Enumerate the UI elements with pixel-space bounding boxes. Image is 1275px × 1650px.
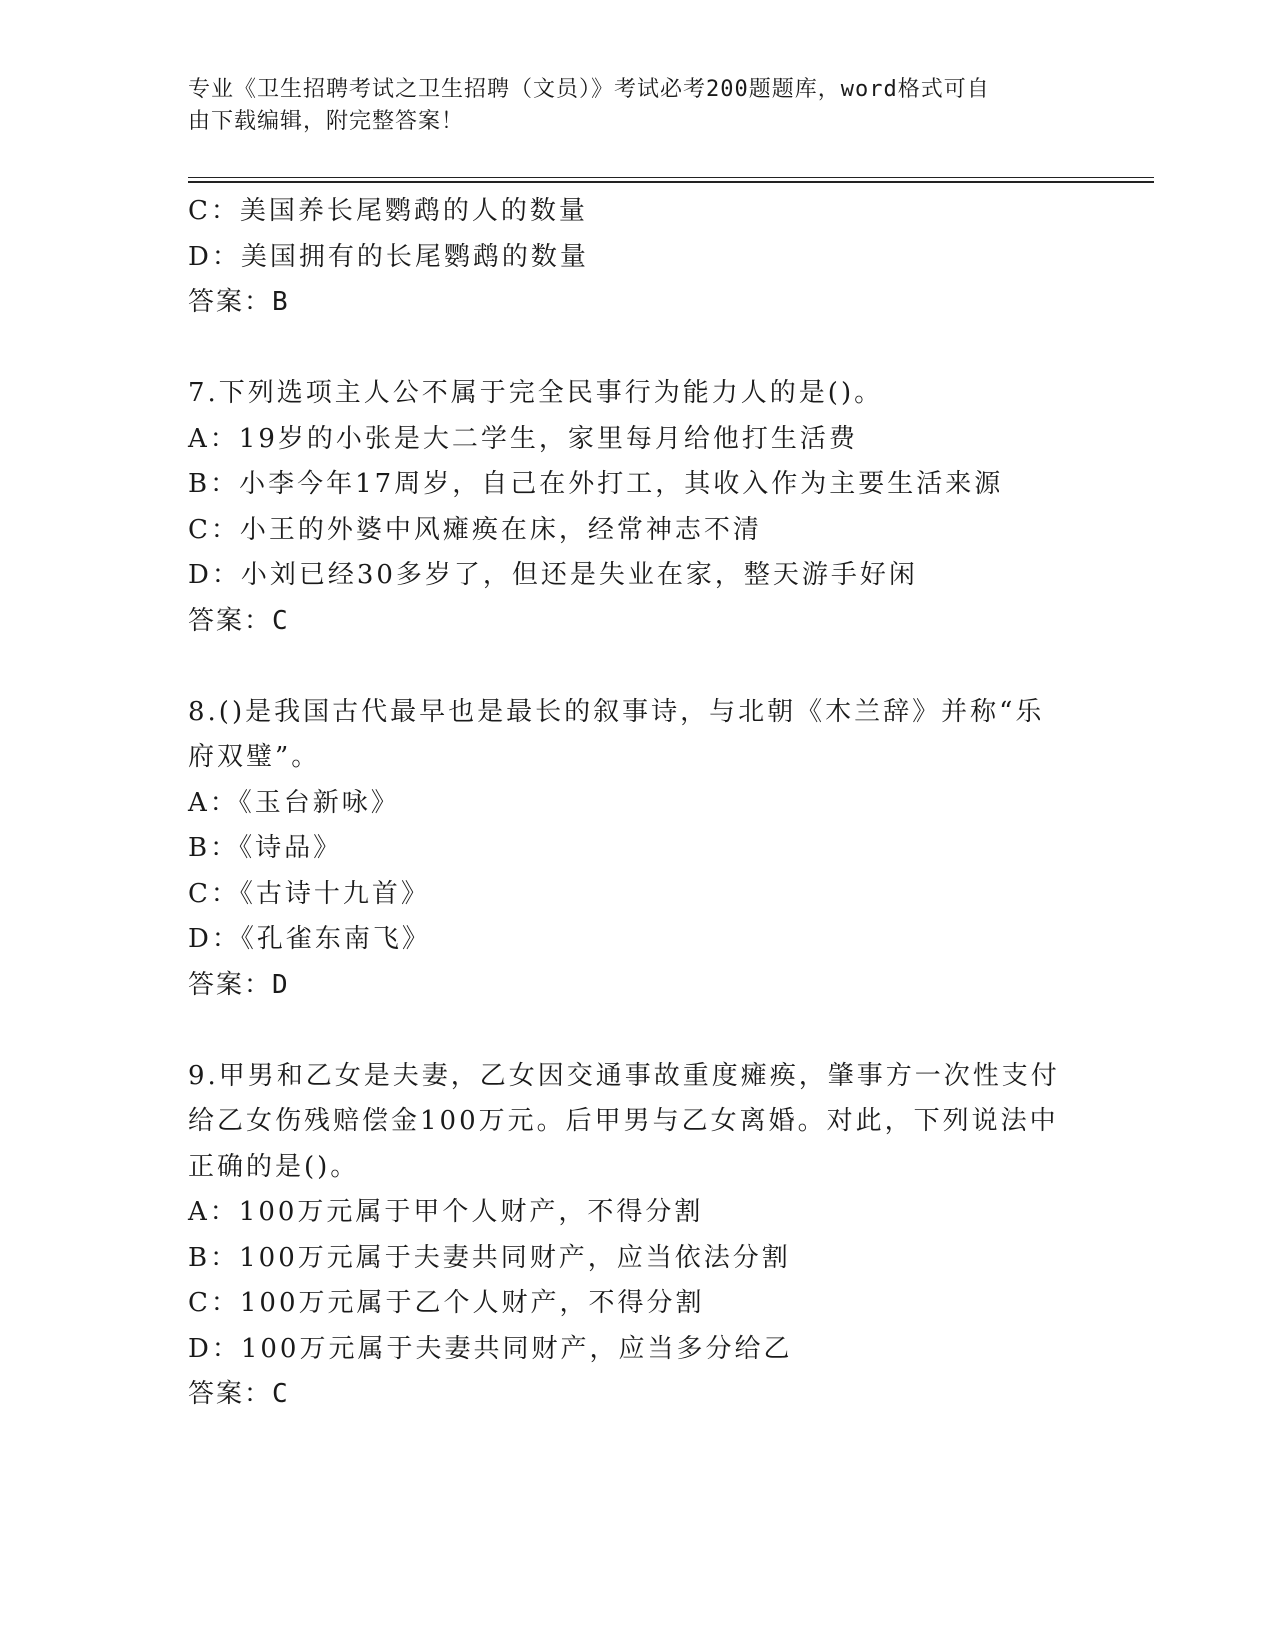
document-header	[188, 74, 1068, 138]
question-stem-continued: 府双璧”。	[188, 742, 321, 772]
question-stem: 7.下列选项主人公不属于完全民事行为能力人的是()。	[188, 378, 884, 408]
option-d: D：《孔雀东南飞》	[188, 924, 431, 954]
option-d: D：美国拥有的长尾鹦鹉的数量	[188, 241, 589, 272]
option-a: A：19岁的小张是大二学生，家里每月给他打生活费	[188, 423, 858, 454]
option-a: A：《玉台新咏》	[188, 787, 400, 818]
question-block-9	[188, 1054, 1068, 1418]
answer-line: 答案：B	[188, 287, 290, 317]
option-d: D：100万元属于夫妻共同财产，应当多分给乙	[188, 1333, 793, 1364]
option-c: C：100万元属于乙个人财产，不得分割	[188, 1288, 705, 1318]
question-block-6-tail	[188, 189, 1068, 326]
answer-line: 答案：D	[188, 969, 290, 1000]
option-b: B：《诗品》	[188, 833, 343, 863]
option-a: A：100万元属于甲个人财产，不得分割	[188, 1197, 704, 1227]
question-stem: 9.甲男和乙女是夫妻，乙女因交通事故重度瘫痪，肇事方一次性支付	[188, 1060, 1060, 1091]
answer-line: 答案：C	[188, 605, 290, 636]
header-line-2: 由下载编辑，附完整答案！	[188, 109, 465, 134]
option-b: B：小李今年17周岁，自己在外打工，其收入作为主要生活来源	[188, 469, 1004, 499]
question-block-7	[188, 371, 1068, 644]
option-c: C：美国养长尾鹦鹉的人的数量	[188, 196, 588, 226]
question-stem: 8.()是我国古代最早也是最长的叙事诗，与北朝《木兰辞》并称“乐	[188, 696, 1045, 727]
option-c: C：《古诗十九首》	[188, 878, 430, 909]
question-block-8	[188, 690, 1068, 1009]
option-b: B：100万元属于夫妻共同财产，应当依法分割	[188, 1242, 791, 1273]
answer-line: 答案：C	[188, 1379, 290, 1409]
document-body	[188, 189, 1068, 1418]
header-line-1: 专业《卫生招聘考试之卫生招聘（文员）》考试必考200题题库，word格式可自	[188, 77, 990, 102]
question-stem-continued: 正确的是()。	[188, 1151, 360, 1182]
option-d: D：小刘已经30多岁了，但还是失业在家，整天游手好闲	[188, 560, 918, 590]
option-c: C：小王的外婆中风瘫痪在床，经常神志不清	[188, 514, 762, 545]
header-divider	[188, 177, 1154, 183]
question-stem-continued: 给乙女伤残赔偿金100万元。后甲男与乙女离婚。对此，下列说法中	[188, 1106, 1059, 1136]
